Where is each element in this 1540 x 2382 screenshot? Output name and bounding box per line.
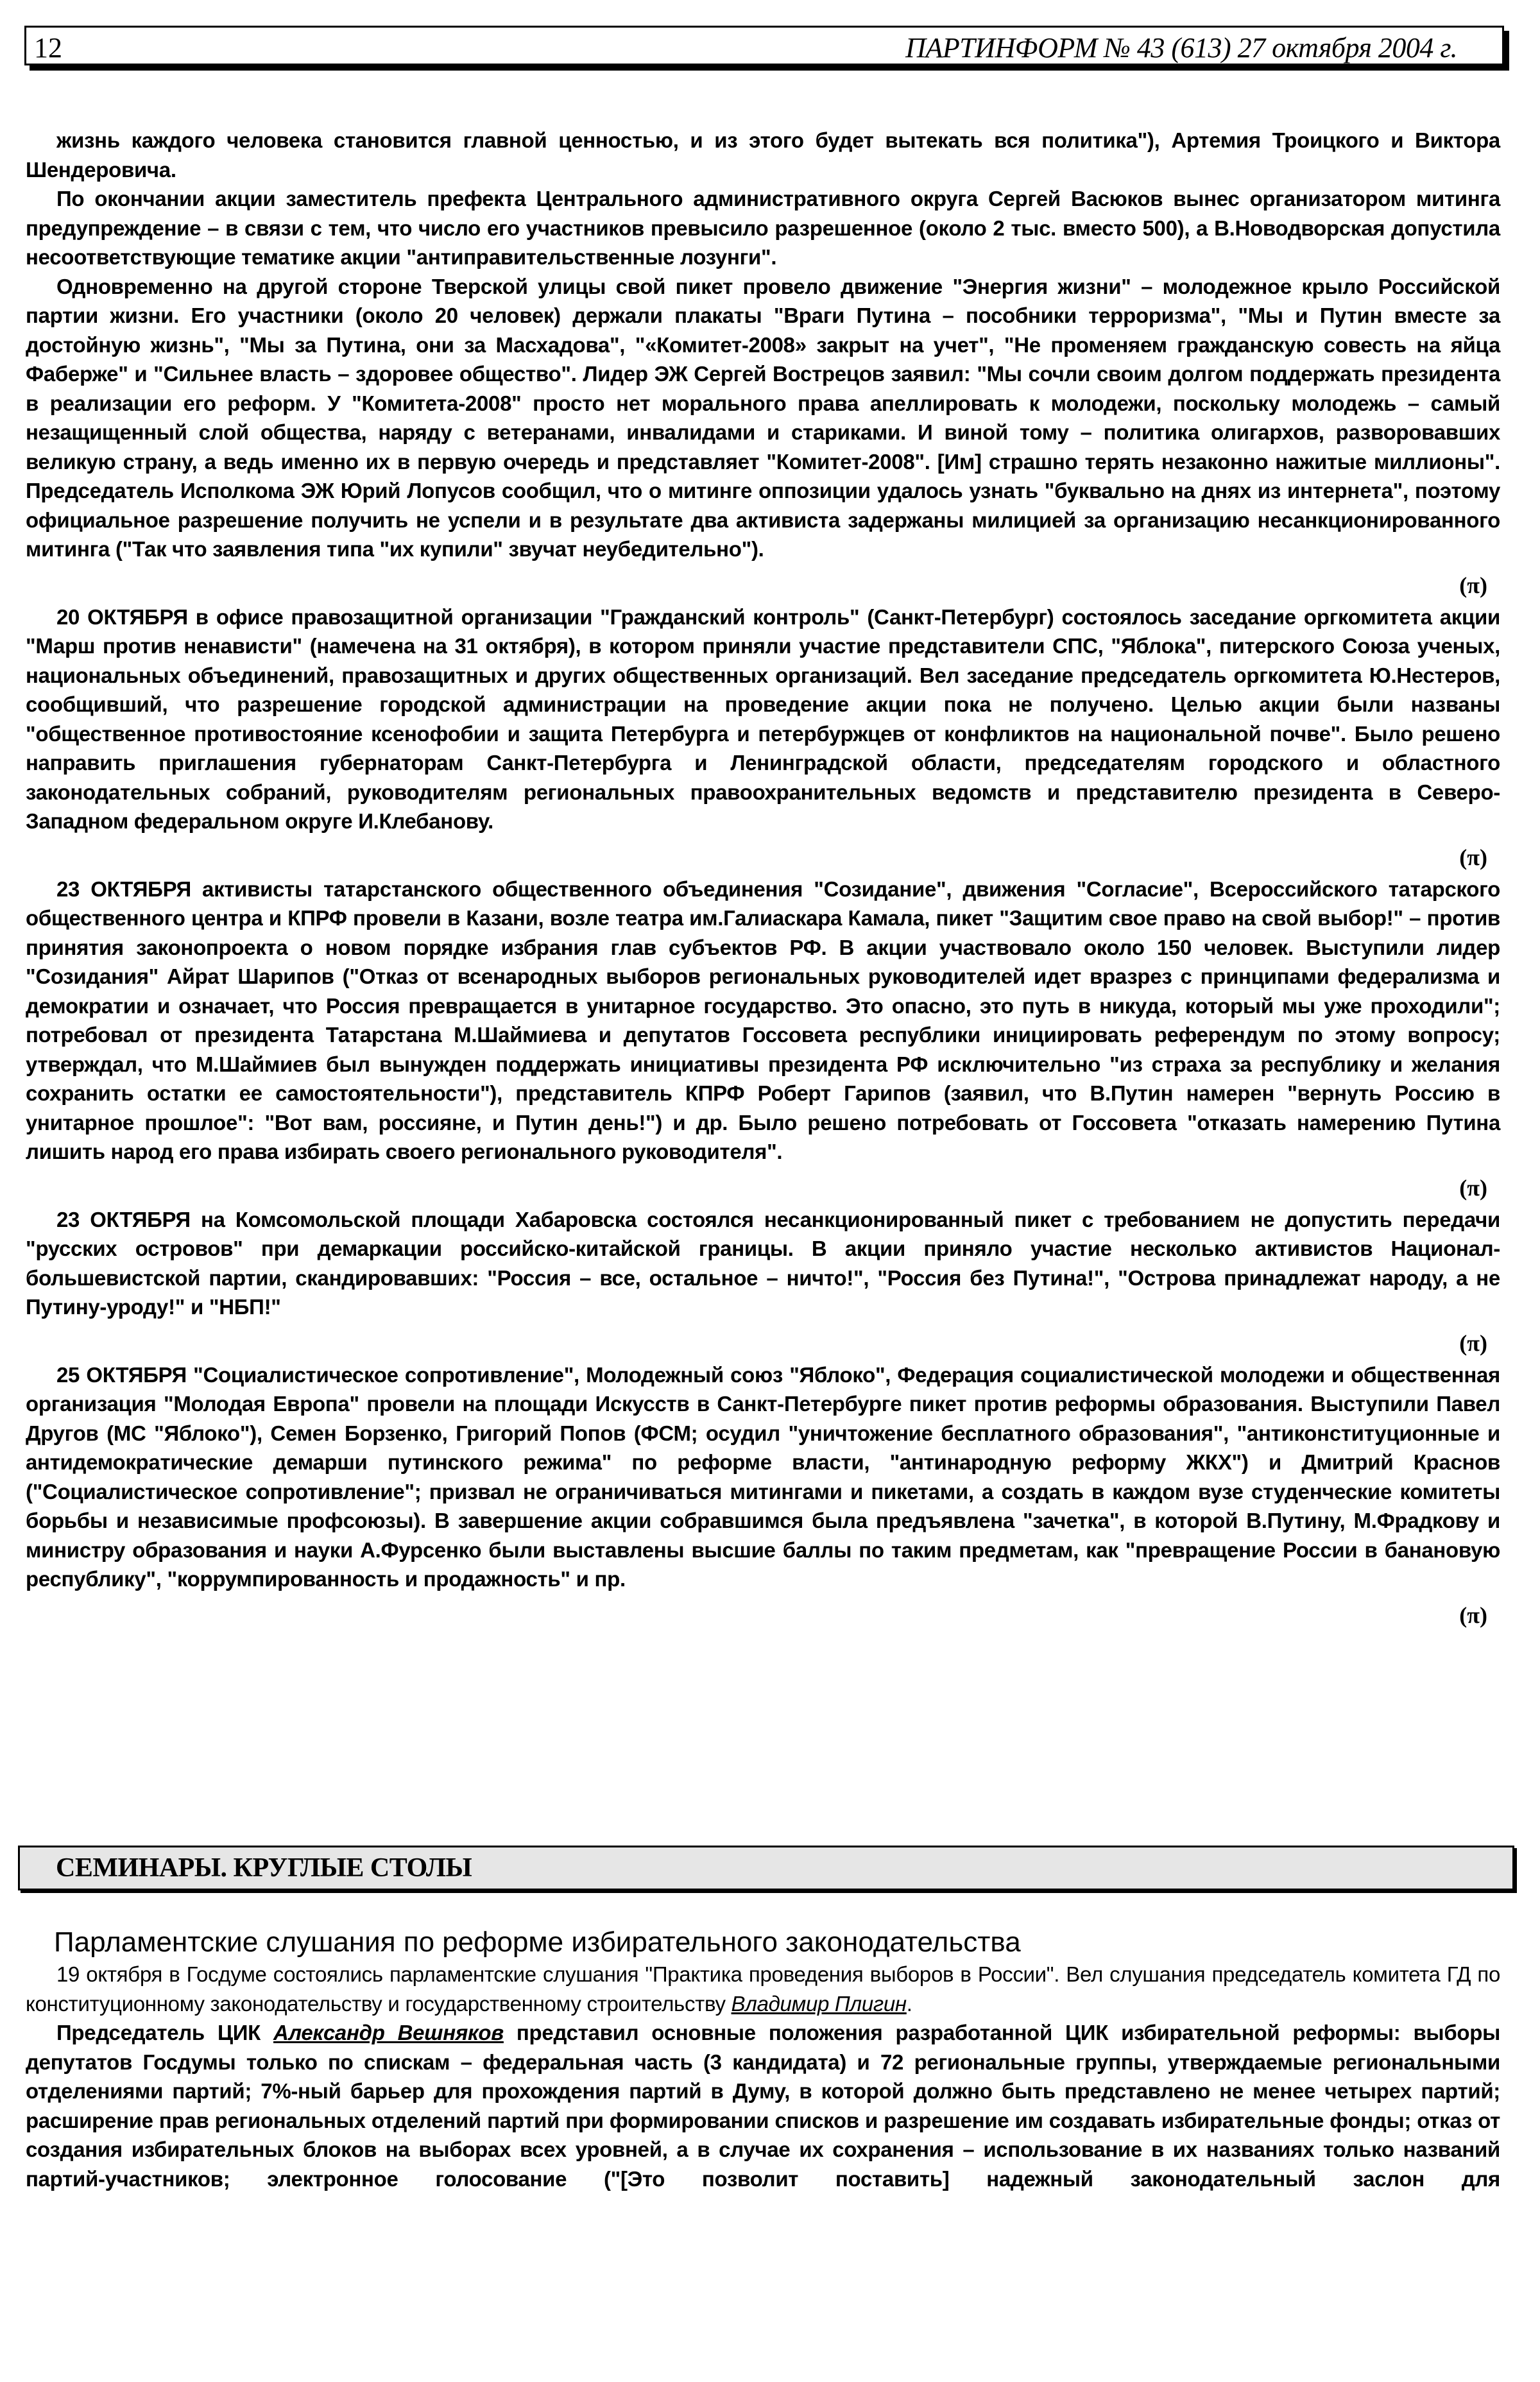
source-mark: (π) bbox=[1459, 1174, 1487, 1201]
news-paragraph: Одновременно на другой стороне Тверской улицы свой пикет провело движение "Энергия жизни" – молодежное крыло Российской партии жизни. Его участники (около 20 человек) держали плакаты "Враги Путина – пособники терроризма", "Мы и Путин вместе за достойную жизнь", "Мы за Путина, они за Масхадова", "«Комитет-2008» закрыт на учет", "Не променяем гражданскую совесть на яйца Фаберже" и "Сильнее власть – здоровее общество". Лидер ЭЖ Сергей Вострецов заявил: "Мы сочли своим долгом поддержать президента в реализации его реформ. У "Комитета-2008" просто нет морального права апеллировать к молодежи, поскольку молодежь – самый незащищенный слой общества, наряду с ветеранами, инвалидами и стариками. И виной тому – политика олигархов, разворовавших великую страну, а ведь именно их в первую очередь и представляет "Комитет-2008". [Им] страшно терять незаконно нажитые миллионы". Председатель Исполкома ЭЖ Юрий Лопусов сообщил, что о митинге оппозиции удалось узнать "буквально на днях из интернета", поэтому официальное разрешение получить не успели и в результате два активиста задержаны милицией за организацию несанкционированного митинга ("Так что заявления типа "их купили" звучат неубедительно"). bbox=[26, 274, 1500, 561]
page-header bbox=[24, 26, 1504, 65]
article-paragraph bbox=[26, 1960, 1500, 2018]
source-mark: (π) bbox=[1459, 572, 1487, 598]
news-paragraph: По окончании акции заместитель префекта Центрального административного округа Сергей Васюков вынес организатором митинга предупреждение – в связи с тем, что число его участников превысило разрешенное (около 2 тыс. вместо 500), а В.Новодворская допустила несоответствующие тематике акции "антиправительственные лозунги". bbox=[26, 187, 1500, 269]
source-mark: (π) bbox=[1459, 1330, 1487, 1356]
person-name: Александр Вешняков bbox=[273, 2021, 504, 2044]
news-paragraph: 20 ОКТЯБРЯ в офисе правозащитной организации "Гражданский контроль" (Санкт-Петербург) состоялось заседание оргкомитета акции "Марш против ненависти" (намечена на 31 октября), в котором приняли участие представители СПС, "Яблока", питерского Союза ученых, национальных объединений, правозащитных и других общественных организаций. Вел заседание председатель оргкомитета Ю.Нестеров, сообщивший, что разрешение городской администрации на проведение акции пока не получено. Целью акции были названы "общественное противостояние ксенофобии и защита Петербурга и петербуржцев от конфликтов на национальной почве". Было решено направить приглашения губернаторам Санкт-Петербурга и Ленинградской области, председателям городского и областного законодательных собраний, руководителям региональных правоохранительных ведомств и представителю президента в Северо-Западном федеральном округе И.Клебанову. bbox=[26, 604, 1500, 833]
article-paragraph bbox=[26, 2018, 1500, 2193]
news-paragraph: 23 ОКТЯБРЯ на Комсомольской площади Хабаровска состоялся несанкционированный пикет с требованием не допустить передачи "русских островов" при демаркации российско-китайской границы. В акции приняло участие несколько активистов Национал-большевистской партии, скандировавших: "Россия – все, остальное – ничто!", "Россия без Путина!", "Острова принадлежат народу, а не Путину-уроду!" и "НБП!" bbox=[26, 1207, 1500, 1319]
section-title: СЕМИНАРЫ. КРУГЛЫЕ СТОЛЫ bbox=[56, 1853, 472, 1883]
section-heading bbox=[18, 1846, 1514, 1890]
news-paragraph: 25 ОКТЯБРЯ "Социалистическое сопротивление", Молодежный союз "Яблоко", Федерация социалистической молодежи и общественная организация "Молодая Европа" провели на площади Искусств в Санкт-Петербурге пикет против реформы образования. Выступили Павел Другов (МС "Яблоко"), Семен Борзенко, Григорий Попов (ФСМ; осудил "уничтожение бесплатного образования", "антиконституционные и антидемократические демарши путинского режима" по реформе власти, "антинародную реформу ЖКХ") и Дмитрий Краснов ("Социалистическое сопротивление"; призвал не ограничиваться митингами и пикетами, а создать в каждом вузе студенческие комитеты борьбы и независимые профсоюзы). В завершение акции собравшимся была предъявлена "зачетка", в которой В.Путину, М.Фрадкову и министру образования и науки А.Фурсенко были выставлены высшие баллы по таким предметам, как "превращение России в банановую республику", "коррумпированность и продажность" и пр. bbox=[26, 1362, 1500, 1591]
paragraph-text: . bbox=[906, 1991, 912, 2016]
paragraph-text: Председатель ЦИК bbox=[56, 2021, 274, 2044]
source-mark: (π) bbox=[1459, 844, 1487, 870]
source-mark: (π) bbox=[1459, 1602, 1487, 1628]
publication-title: ПАРТИНФОРМ № 43 (613) 27 октября 2004 г. bbox=[905, 32, 1457, 64]
news-paragraph: жизнь каждого человека становится главной ценностью, и из этого будет вытекать вся политика"), Артемия Троицкого и Виктора Шендеровича. bbox=[26, 128, 1500, 182]
person-name: Владимир Плигин bbox=[731, 1991, 907, 2016]
paragraph-text: представил основные положения разработанной ЦИК избирательной реформы: выборы депутатов Госдумы только по спискам – федеральная часть (3 кандидата) и 72 региональные группы, утверждаемые региональными отделениями партий; 7%-ный барьер для прохождения партий в Думу, в которой должно быть представлено не менее четырех партий; расширение прав региональных отделений партий при формировании списков и разрешение им создавать избирательные фонды; отказ от создания избирательных блоков на выборах всех уровней, а в случае их сохранения – использование в их названиях только названий партий-участников; электронное голосование ("[Это позволит поставить] надежный законодательный заслон для bbox=[26, 2021, 1500, 2191]
article-title: Парламентские слушания по реформе избирательного законодательства bbox=[54, 1926, 1021, 1958]
page-number: 12 bbox=[34, 32, 62, 64]
news-column bbox=[26, 126, 1500, 1632]
news-paragraph: 23 ОКТЯБРЯ активисты татарстанского общественного объединения "Созидание", движения "Согласие", Всероссийского татарского общественного центра и КПРФ провели в Казани, возле театра им.Галиаскара Камала, пикет "Защитим свое право на свой выбор!" – против принятия законопроекта о новом порядке избрания глав субъектов РФ. В акции участвовало около 150 человек. Выступили лидер "Созидания" Айрат Шарипов ("Отказ от всенародных выборов региональных руководителей идет вразрез с принципами федерализма и демократии и означает, что Россия превращается в унитарное государство. Это опасно, это путь в никуда, который мы уже проходили"; потребовал от президента Татарстана М.Шаймиева и депутатов Госсовета республики инициировать референдум по этому вопросу; утверждал, что М.Шаймиев был вынужден поддержать инициативы президента РФ исключительно "из страха за республику и желания сохранить остатки ее самостоятельности"), представитель КПРФ Роберт Гарипов (заявил, что В.Путин намерен "вернуть Россию в унитарное прошлое": "Вот вам, россияне, и Путин день!") и др. Было решено потребовать от Госсовета "отказать намерению Путина лишить народ его права избирать своего регионального руководителя". bbox=[26, 877, 1500, 1163]
paragraph-text: 19 октября в Госдуме состоялись парламентские слушания "Практика проведения выборов в России". Вел слушания председатель комитета ГД по конституционному законодательству и государственному строительству bbox=[26, 1962, 1500, 2016]
article bbox=[26, 1925, 1500, 2193]
